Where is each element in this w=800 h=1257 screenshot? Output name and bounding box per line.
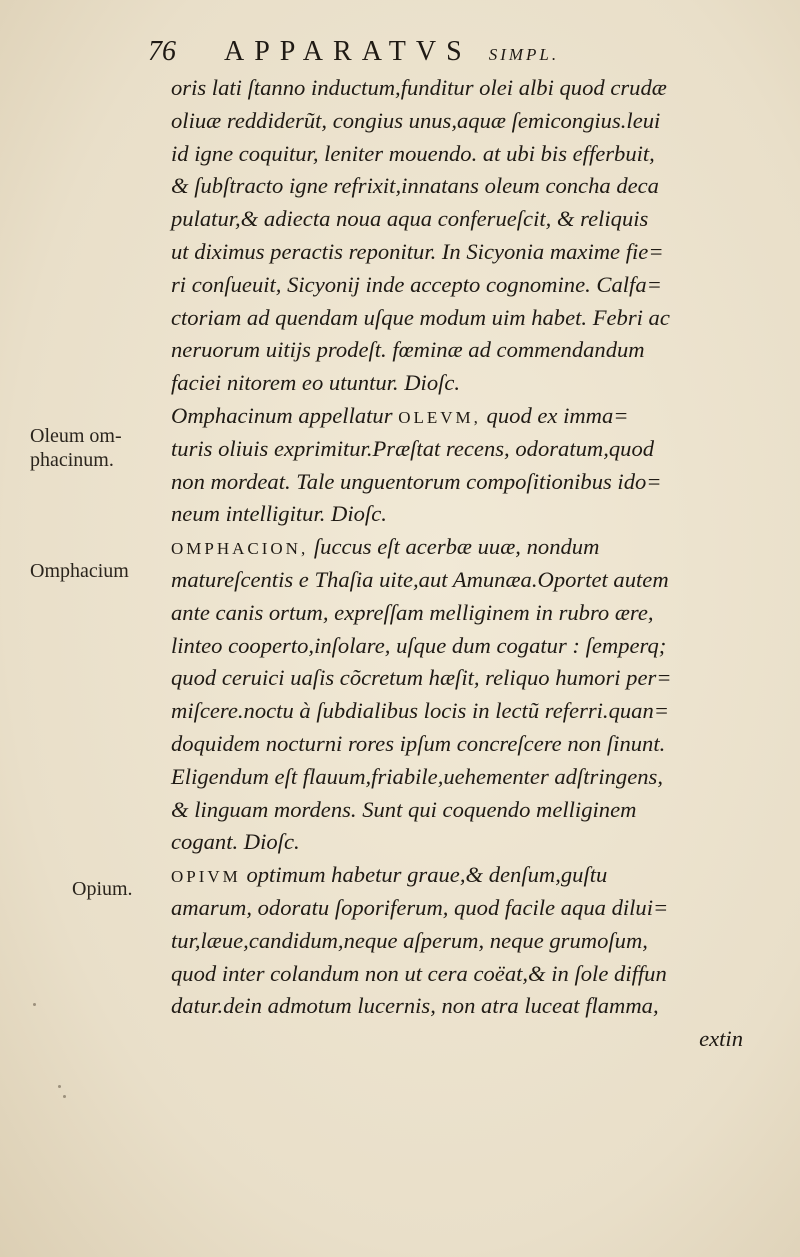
text-line: amarum, odoratu ſoporiferum, quod facile aqua dilui= bbox=[171, 894, 669, 920]
text-line: miſcere.noctu à ſubdialibus locis in lectũ referri.quan= bbox=[171, 698, 670, 724]
text-line: ctoriam ad quendam uſque modum uim habet. Febri ac bbox=[171, 304, 670, 330]
paper-speck bbox=[63, 1095, 66, 1098]
running-title-secondary: SIMPL. bbox=[488, 45, 560, 64]
text-line: linteo cooperto,inſolare, uſque dum cogatur : ſemperq; bbox=[171, 632, 667, 658]
text-line: oris lati ſtanno inductum,funditur olei albi quod crudæ bbox=[171, 75, 667, 100]
margin-note-omphacium bbox=[30, 559, 160, 583]
text-line: oliuæ reddiderũt, congius unus,aquæ ſemicongius.leui bbox=[171, 107, 661, 133]
running-title bbox=[224, 36, 559, 68]
small-caps-term: OLEVM, bbox=[398, 407, 481, 427]
page-number: 76 bbox=[148, 36, 176, 67]
text-line: neum intelligitur. Dioſc. bbox=[171, 501, 387, 527]
text-line-oleum bbox=[171, 400, 771, 433]
catchword: extin bbox=[699, 1026, 743, 1052]
text-line: tur,læue,candidum,neque aſperum, neque grumoſum, bbox=[171, 927, 648, 953]
text-line-opium bbox=[171, 859, 771, 892]
text-line: ri conſueuit, Sicyonij inde accepto cognomine. Calfa= bbox=[171, 271, 662, 297]
text-line: quod inter colandum non ut cera coëat,& in ſole diffun bbox=[171, 960, 667, 986]
small-caps-term: OPIVM bbox=[171, 867, 241, 887]
text-line: Eligendum eſt flauum,friabile,uehementer adſtringens, bbox=[171, 763, 663, 789]
text-line: quod ceruici uaſis cõcretum hæſit, reliquo humori per= bbox=[171, 665, 672, 691]
margin-note-oleum bbox=[30, 424, 160, 472]
paper-speck bbox=[58, 1085, 61, 1088]
text-segment: quod ex imma= bbox=[486, 402, 629, 428]
text-segment: optimum habetur graue,& denſum,guſtu bbox=[246, 862, 608, 888]
margin-note-line: Omphacium bbox=[30, 560, 129, 582]
running-title-main: APPARATVS bbox=[224, 36, 472, 67]
text-line: ut diximus peractis reponitur. In Sicyonia maxime fie= bbox=[171, 238, 664, 264]
text-line: doquidem nocturni rores ipſum concreſcere non ſinunt. bbox=[171, 730, 666, 756]
text-line: pulatur,& adiecta noua aqua conferueſcit, & reliquis bbox=[171, 206, 649, 232]
page-header bbox=[148, 36, 708, 68]
text-line-omphacion bbox=[171, 531, 771, 564]
text-line: & linguam mordens. Sunt qui coquendo melliginem bbox=[171, 796, 637, 822]
margin-note-line: phacinum. bbox=[30, 449, 114, 471]
text-line: matureſcentis e Thaſia uite,aut Amunæa.Oportet autem bbox=[171, 566, 669, 592]
text-line: cogant. Dioſc. bbox=[171, 829, 300, 855]
text-line: ante canis ortum, expreſſam melliginem in rubro ære, bbox=[171, 599, 654, 625]
text-segment: ſuccus eſt acerbæ uuæ, nondum bbox=[313, 534, 600, 560]
text-line: datur.dein admotum lucernis, non atra luceat flamma, bbox=[171, 993, 659, 1019]
small-caps-term: OMPHACION, bbox=[171, 539, 309, 559]
paper-speck bbox=[33, 1003, 36, 1006]
text-line: & ſubſtracto igne refrixit,innatans oleum concha deca bbox=[171, 173, 659, 199]
text-segment: Omphacinum appellatur bbox=[171, 402, 393, 428]
body-text bbox=[171, 72, 771, 1056]
text-line: turis oliuis exprimitur.Præſtat recens, odoratum,quod bbox=[171, 435, 655, 461]
text-line: id igne coquitur, leniter mouendo. at ubi bis efferbuit, bbox=[171, 140, 655, 166]
text-line: faciei nitorem eo utuntur. Dioſc. bbox=[171, 370, 461, 396]
text-line: neruorum uitijs prodeſt. fœminæ ad commendandum bbox=[171, 337, 645, 363]
text-line: non mordeat. Tale unguentorum compoſitionibus ido= bbox=[171, 468, 662, 494]
margin-note-line: Oleum om- bbox=[30, 425, 122, 447]
margin-note-line: Opium. bbox=[72, 878, 133, 900]
